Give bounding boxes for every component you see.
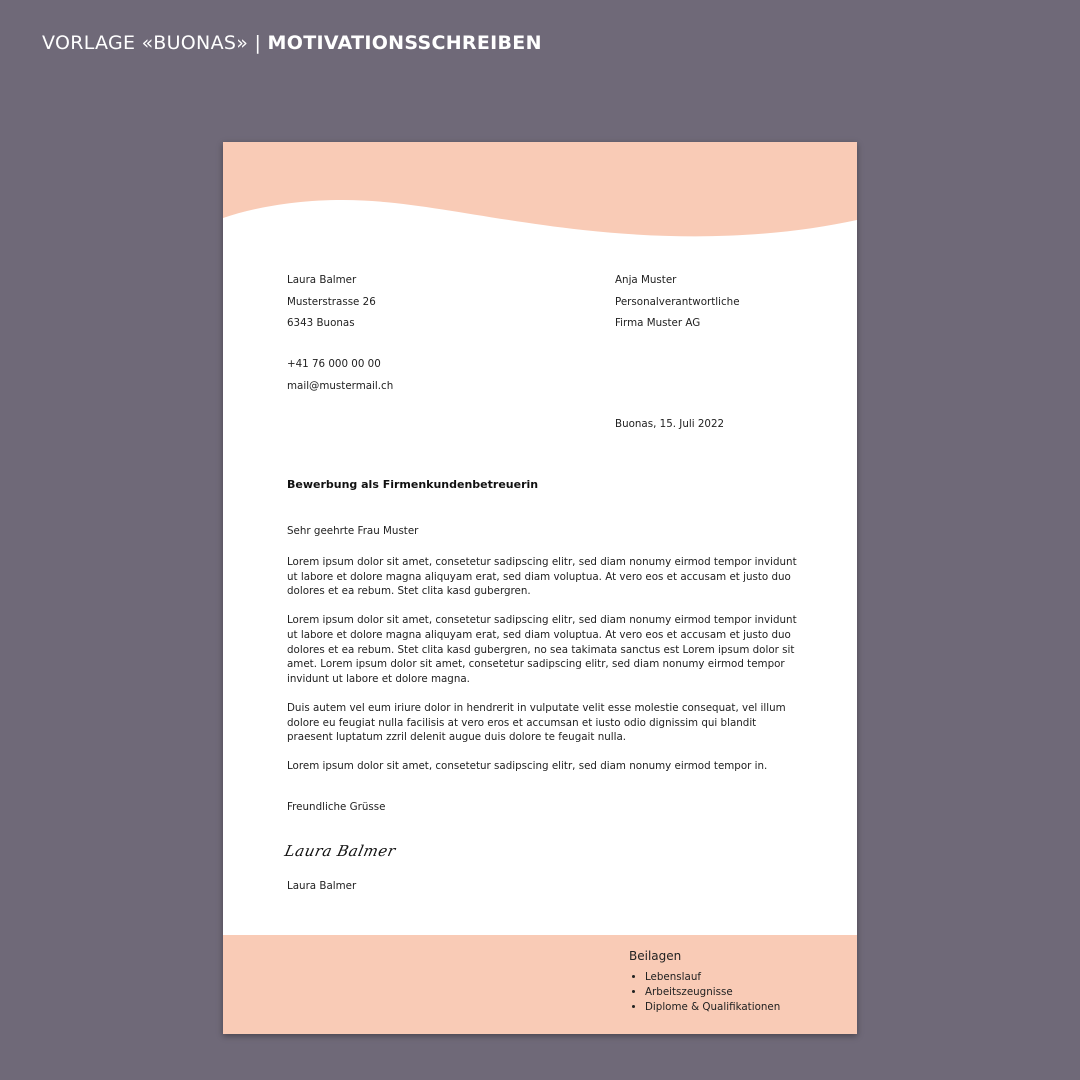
- heading-title: MOTIVATIONSSCHREIBEN: [267, 32, 542, 54]
- handwritten-signature: Laura Balmer: [283, 842, 398, 860]
- salutation: Sehr geehrte Frau Muster: [287, 525, 419, 537]
- letter-date: Buonas, 15. Juli 2022: [615, 418, 725, 430]
- sender-email: mail@mustermail.ch: [287, 379, 394, 392]
- recipient-name: Anja Muster: [615, 274, 677, 286]
- enclosures: [629, 949, 780, 1015]
- header-wave: [223, 142, 857, 242]
- list-item: • Lebenslauf: [645, 970, 780, 985]
- letter-subject: Bewerbung als Firmenkundenbetreuerin: [287, 478, 539, 491]
- heading-prefix: VORLAGE «BUONAS» |: [42, 32, 268, 54]
- sender-city: 6343 Buonas: [287, 317, 355, 329]
- letter-sheet: [223, 142, 857, 1034]
- list-item: • Diplome & Qualifikationen: [645, 1000, 780, 1015]
- body-paragraph: Lorem ipsum dolor sit amet, consetetur sadipscing elitr, sed diam nonumy eirmod tempor in.: [287, 760, 768, 773]
- sender-name: Laura Balmer: [287, 274, 357, 286]
- recipient-company: Firma Muster AG: [615, 317, 701, 329]
- enclosures-title: Beilagen: [629, 949, 682, 963]
- sender-contact: [287, 354, 393, 397]
- body-paragraph: Lorem ipsum dolor sit amet, consetetur sadipscing elitr, sed diam nonumy eirmod tempor invidunt ut labore et dolore magna aliquyam erat, sed diam voluptua. At vero eos et accusam et justo duo dolores et ea rebum. Stet clita kasd gubergren, no sea takimata sanctus est Lorem ipsum dolor sit amet. Lorem ipsum dolor sit amet, consetetur sadipscing elitr, sed diam nonumy eirmod tempor invidunt ut labore et dolore magna.: [287, 614, 797, 685]
- recipient-address: [615, 270, 740, 335]
- enclosures-list: [629, 970, 780, 1015]
- list-item: • Arbeitszeugnisse: [645, 985, 780, 1000]
- page-heading: [42, 32, 542, 54]
- recipient-role: Personalverantwortliche: [615, 295, 740, 308]
- footer-band: [223, 935, 857, 1034]
- sender-street: Musterstrasse 26: [287, 295, 376, 308]
- body-paragraph: Duis autem vel eum iriure dolor in hendrerit in vulputate velit esse molestie consequat, vel illum dolore eu feugiat nulla facilisis at vero eros et accumsan et iusto odio dignissim qui blandit praesent luptatum zzril delenit augue duis dolore te feugait nulla.: [287, 701, 786, 744]
- sender-address: [287, 270, 376, 335]
- closing: Freundliche Grüsse: [287, 801, 386, 813]
- body-paragraph: Lorem ipsum dolor sit amet, consetetur sadipscing elitr, sed diam nonumy eirmod tempor invidunt ut labore et dolore magna aliquyam erat, sed diam voluptua. At vero eos et accusam et justo duo dolores et ea rebum. Stet clita kasd gubergren.: [287, 556, 797, 598]
- sender-phone: +41 76 000 00 00: [287, 358, 381, 370]
- letter-body: [287, 555, 797, 789]
- signed-name: Laura Balmer: [287, 880, 357, 892]
